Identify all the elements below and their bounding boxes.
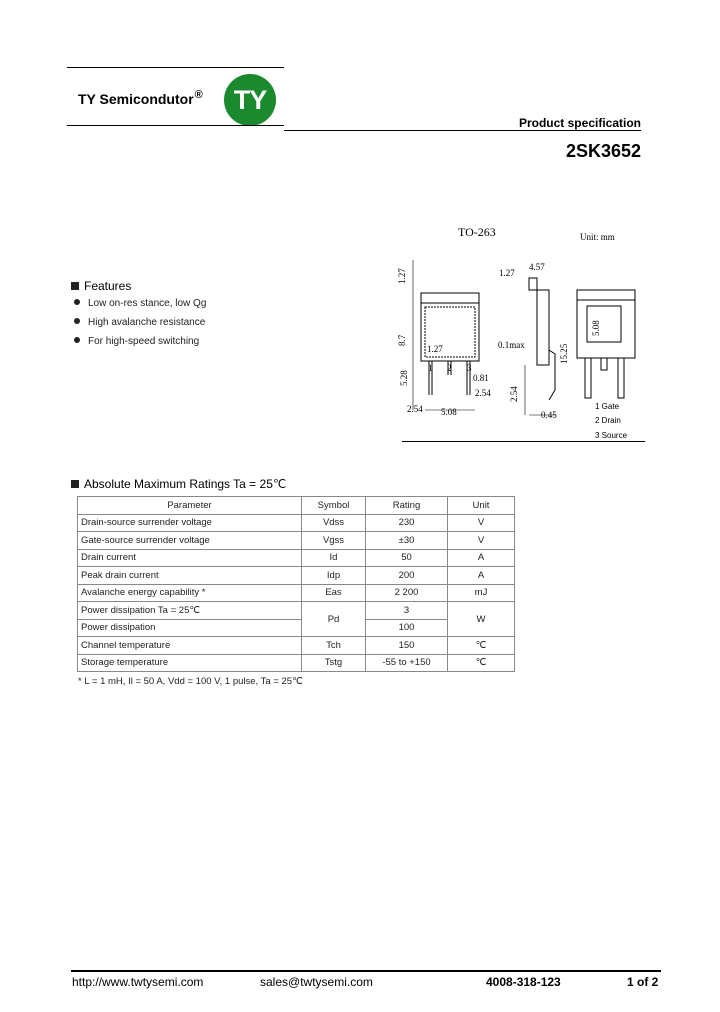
table-header-row <box>78 497 515 515</box>
header-long-rule <box>284 130 641 131</box>
package-units: Unit: mm <box>580 232 615 242</box>
package-bottom-rule <box>402 441 645 442</box>
header-rating: Rating <box>366 497 448 515</box>
dim-6: 1.27 <box>427 344 443 354</box>
ratings-footnote: * L = 1 mH, Il = 50 A, Vdd = 100 V, 1 pulse, Ta = 25℃ <box>78 676 303 687</box>
feature-item <box>74 317 205 328</box>
cell-symbol: Idp <box>302 567 366 585</box>
cell-rating: ±30 <box>366 532 448 550</box>
square-bullet-icon <box>71 480 79 488</box>
cell-rating: 200 <box>366 567 448 585</box>
square-bullet-icon <box>71 282 79 290</box>
cell-rating: 230 <box>366 514 448 532</box>
dim-2: 1.27 <box>499 268 515 278</box>
cell-unit: W <box>448 602 515 637</box>
page-number: 1 of 2 <box>627 975 659 989</box>
cell-symbol: Id <box>302 549 366 567</box>
cell-symbol: Pd <box>302 602 366 637</box>
cell-unit: ℃ <box>448 654 515 672</box>
cell-parameter: Drain-source surrender voltage <box>78 514 302 532</box>
cell-symbol: Eas <box>302 584 366 602</box>
dim-9: 5.28 <box>399 370 409 386</box>
cell-symbol: Tch <box>302 637 366 655</box>
part-number: 2SK3652 <box>565 141 641 161</box>
cell-rating: 3 <box>366 602 448 620</box>
pin-number-3: 3 <box>467 363 472 373</box>
cell-symbol: Tstg <box>302 654 366 672</box>
header-symbol: Symbol <box>302 497 366 515</box>
header-unit: Unit <box>448 497 515 515</box>
cell-unit: ℃ <box>448 637 515 655</box>
cell-rating: -55 to +150 <box>366 654 448 672</box>
pin-label-drain: 2 Drain <box>595 416 621 425</box>
footer-email-link[interactable]: sales@twtysemi.com <box>260 975 373 989</box>
bullet-icon <box>74 337 80 343</box>
table-row <box>78 514 515 532</box>
dim-5: 5.08 <box>591 320 601 336</box>
pin-label-gate: 1 Gate <box>595 402 620 411</box>
pin-number-2: 2 <box>447 363 452 373</box>
cell-parameter: Gate-source surrender voltage <box>78 532 302 550</box>
header-parameter: Parameter <box>78 497 302 515</box>
feature-text: High avalanche resistance <box>88 317 206 328</box>
features-heading <box>71 279 131 293</box>
feature-text: Low on-res stance, low Qg <box>88 298 207 309</box>
table-row <box>78 532 515 550</box>
table-row <box>78 654 515 672</box>
registered-mark: ® <box>194 89 203 101</box>
cell-unit: V <box>448 532 515 550</box>
dim-15: 2.54 <box>407 404 423 414</box>
rear-view-body <box>577 300 635 358</box>
pin-label-source: 3 Source <box>595 431 628 440</box>
cell-unit: A <box>448 549 515 567</box>
cell-parameter: Avalanche energy capability * <box>78 584 302 602</box>
cell-unit: V <box>448 514 515 532</box>
dim-4: 8.7 <box>397 334 407 346</box>
product-specification-label: Product specification <box>518 116 641 130</box>
feature-item <box>74 298 206 309</box>
cell-parameter: Power dissipation Ta = 25℃ <box>78 602 302 620</box>
ratings-table <box>77 496 515 672</box>
pin-number-1: 1 <box>428 363 433 373</box>
table-row <box>78 637 515 655</box>
cell-rating: 50 <box>366 549 448 567</box>
ratings-heading <box>71 477 286 491</box>
dim-3: 4.57 <box>529 262 545 272</box>
cell-unit: mJ <box>448 584 515 602</box>
package-name: TO-263 <box>458 225 496 239</box>
cell-rating: 100 <box>366 619 448 637</box>
ratings-title: Absolute Maximum Ratings Ta = 25℃ <box>84 477 287 491</box>
company-name <box>78 89 203 107</box>
bullet-icon <box>74 299 80 305</box>
feature-item <box>74 336 199 347</box>
cell-symbol: Vdss <box>302 514 366 532</box>
company-name-text: TY Semicondutor <box>78 91 194 107</box>
dim-7: 0.1max <box>498 340 525 350</box>
dim-14: 0.45 <box>541 410 557 420</box>
cell-rating: 2 200 <box>366 584 448 602</box>
front-view-tab <box>421 293 479 303</box>
dim-8: 15.25 <box>559 343 569 364</box>
cell-parameter: Peak drain current <box>78 567 302 585</box>
dim-11: 2.54 <box>475 388 491 398</box>
cell-parameter: Channel temperature <box>78 637 302 655</box>
dim-13: 5.08 <box>441 407 457 417</box>
cell-rating: 150 <box>366 637 448 655</box>
bullet-icon <box>74 318 80 324</box>
rear-view-tab <box>577 290 635 300</box>
features-title: Features <box>84 279 132 293</box>
dim-12: 2.54 <box>509 386 519 402</box>
feature-text: For high-speed switching <box>88 336 200 347</box>
table-row <box>78 549 515 567</box>
header-bottom-rule <box>67 125 284 126</box>
cell-unit: A <box>448 567 515 585</box>
dim-1: 1.27 <box>397 268 407 284</box>
cell-symbol: Vgss <box>302 532 366 550</box>
cell-parameter: Storage temperature <box>78 654 302 672</box>
dim-10: 0.81 <box>473 373 489 383</box>
footer-rule <box>71 970 661 972</box>
company-logo: TY <box>224 74 276 126</box>
table-row <box>78 584 515 602</box>
table-row <box>78 602 515 620</box>
header-top-rule <box>67 67 284 68</box>
footer-phone: 4008-318-123 <box>486 975 561 989</box>
side-view-tab <box>529 278 537 290</box>
table-row <box>78 567 515 585</box>
footer-website-link[interactable]: http://www.twtysemi.com <box>72 975 204 989</box>
cell-parameter: Power dissipation <box>78 619 302 637</box>
cell-parameter: Drain current <box>78 549 302 567</box>
side-view-body <box>537 290 549 365</box>
